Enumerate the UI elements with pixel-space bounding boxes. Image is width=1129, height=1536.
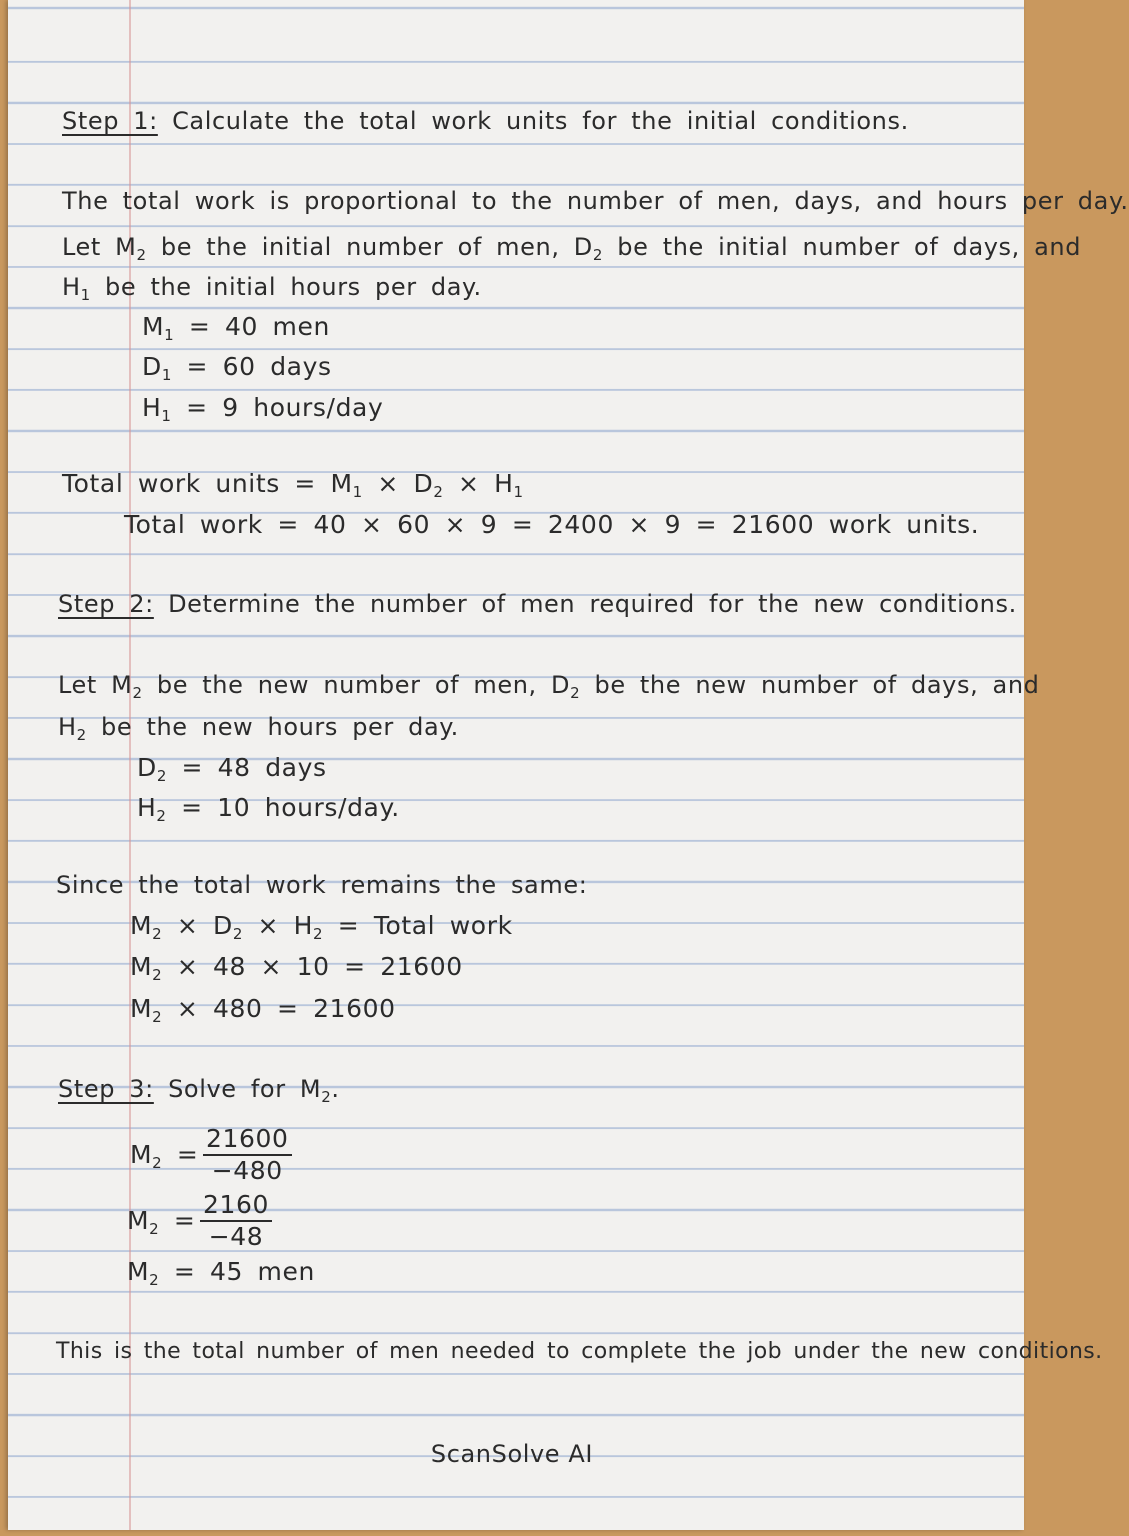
step3-title: Solve for $M_2$. xyxy=(168,1075,340,1106)
step2-since: Since the total work remains the same: xyxy=(56,871,588,899)
step1-intro-3: $H_1$ be the initial hours per day. xyxy=(62,273,482,304)
step2-label: Step 2: xyxy=(58,590,154,618)
brand-watermark: ScanSolve AI xyxy=(430,1440,594,1468)
step1-label: Step 1: xyxy=(62,107,158,135)
step3-frac1-numerator: 21600 xyxy=(203,1124,292,1156)
step1-var-d1: $D_1 = 60$ days xyxy=(142,352,332,384)
step3-frac2-lhs: $M_2$ = xyxy=(127,1206,196,1238)
step3-final: $M_2 = 45$ men xyxy=(127,1257,315,1289)
step2-title: Determine the number of men required for the new conditions. xyxy=(168,590,1017,618)
step1-title: Calculate the total work units for the initial conditions. xyxy=(172,107,909,135)
step3-frac2-numerator: 2160 xyxy=(200,1190,272,1222)
step1-formula: Total work units = $M_1 \times D_2 \times H_1$ xyxy=(62,469,524,501)
margin-line xyxy=(129,0,131,1530)
step2-intro-1: Let $M_2$ be the new number of men, $D_2$ be the new number of days, and xyxy=(58,671,1040,702)
step3-label: Step 3: xyxy=(58,1075,154,1103)
step3-conclusion: This is the total number of men needed to complete the job under the new conditions. xyxy=(56,1339,1103,1364)
step1-var-m1: $M_1 = 40$ men xyxy=(142,312,330,344)
step3-frac1 xyxy=(203,1124,292,1186)
step1-intro-1: The total work is proportional to the number of men, days, and hours per day. xyxy=(62,187,1129,215)
step2-var-h2: $H_2 = 10$ hours/day. xyxy=(137,793,400,825)
step2-heading xyxy=(58,589,1017,619)
step2-var-d2: $D_2 = 48$ days xyxy=(137,753,327,785)
step2-intro-2: $H_2$ be the new hours per day. xyxy=(58,713,459,744)
step3-frac2-denominator: −48 xyxy=(208,1222,264,1251)
step2-eq2: $M_2 \times 48 \times 10 = 21600$ xyxy=(130,952,463,984)
step3-frac2 xyxy=(200,1190,272,1252)
step1-intro-2: Let $M_2$ be the initial number of men, $D_2$ be the initial number of days, and xyxy=(62,233,1082,264)
step2-eq3: $M_2 \times 480 = 21600$ xyxy=(130,994,396,1026)
step2-eq1: $M_2 \times D_2 \times H_2$ = Total work xyxy=(130,911,513,943)
step1-result: Total work = 40 × 60 × 9 = 2400 × 9 = 21600 work units. xyxy=(124,510,980,539)
step3-frac1-lhs: $M_2$ = xyxy=(130,1140,199,1172)
step1-heading xyxy=(62,106,909,136)
step1-var-h1: $H_1 = 9$ hours/day xyxy=(142,393,384,425)
step3-heading xyxy=(58,1074,340,1104)
step3-frac1-denominator: −480 xyxy=(211,1156,283,1185)
